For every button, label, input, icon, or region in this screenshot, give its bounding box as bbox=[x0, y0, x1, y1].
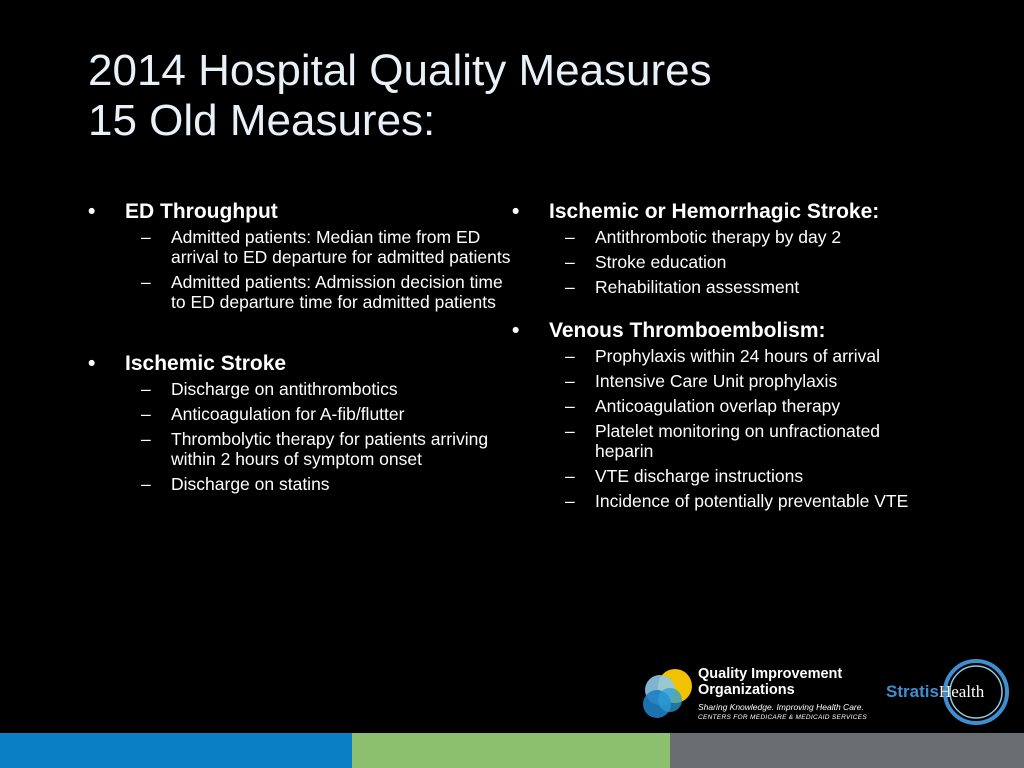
dash-icon: – bbox=[141, 474, 151, 494]
stratis-part1: Stratis bbox=[886, 682, 939, 701]
list-item-text: Thrombolytic therapy for patients arriving within 2 hours of symptom onset bbox=[171, 429, 489, 469]
dash-icon: – bbox=[565, 227, 575, 247]
slide-title-line1: 2014 Hospital Quality Measures bbox=[88, 46, 712, 95]
stratis-text bbox=[886, 682, 984, 702]
slide-title-line2: 15 Old Measures: bbox=[88, 96, 436, 145]
list-item bbox=[88, 379, 518, 399]
sub-item-list bbox=[512, 346, 942, 511]
list-item bbox=[88, 404, 518, 424]
bullet-icon: • bbox=[512, 319, 520, 342]
circle-teal bbox=[658, 688, 682, 712]
sub-item-list bbox=[88, 379, 518, 494]
section-heading bbox=[88, 200, 518, 223]
list-item-text: Stroke education bbox=[595, 252, 727, 272]
list-item-text: Discharge on antithrombotics bbox=[171, 379, 398, 399]
dash-icon: – bbox=[565, 277, 575, 297]
list-item-text: Prophylaxis within 24 hours of arrival bbox=[595, 346, 880, 366]
section-ischemic-stroke bbox=[88, 352, 518, 494]
list-item bbox=[512, 396, 942, 416]
list-item-text: Antithrombotic therapy by day 2 bbox=[595, 227, 842, 247]
qio-logo bbox=[638, 664, 868, 728]
list-item bbox=[512, 491, 942, 511]
bar-segment-blue bbox=[0, 733, 352, 768]
sub-item-list bbox=[512, 227, 942, 297]
bullet-icon: • bbox=[512, 200, 520, 223]
list-item-text: Incidence of potentially preventable VTE bbox=[595, 491, 909, 511]
dash-icon: – bbox=[141, 272, 151, 292]
qio-text bbox=[698, 666, 867, 722]
dash-icon: – bbox=[565, 252, 575, 272]
section-heading bbox=[512, 200, 942, 223]
section-heading-text: Venous Thromboembolism: bbox=[549, 319, 826, 342]
bullet-icon: • bbox=[88, 352, 96, 375]
bar-segment-gray bbox=[670, 733, 1024, 768]
dash-icon: – bbox=[565, 421, 575, 441]
list-item bbox=[88, 227, 518, 267]
list-item-text: Admitted patients: Admission decision time to ED departure time for admitted patients bbox=[171, 272, 503, 312]
slide-title bbox=[88, 46, 988, 146]
list-item bbox=[512, 371, 942, 391]
bullet-icon: • bbox=[88, 200, 96, 223]
bottom-color-bar bbox=[0, 733, 1024, 768]
list-item-text: Anticoagulation for A-fib/flutter bbox=[171, 404, 405, 424]
list-item-text: Anticoagulation overlap therapy bbox=[595, 396, 841, 416]
list-item bbox=[512, 346, 942, 366]
qio-sub: CENTERS FOR MEDICARE & MEDICAID SERVICES bbox=[698, 714, 867, 721]
dash-icon: – bbox=[565, 346, 575, 366]
qio-tagline: Sharing Knowledge. Improving Health Care. bbox=[698, 702, 864, 712]
stratis-health-logo bbox=[884, 658, 1012, 726]
list-item bbox=[512, 252, 942, 272]
list-item bbox=[512, 421, 942, 461]
dash-icon: – bbox=[141, 429, 151, 449]
list-item bbox=[512, 466, 942, 486]
section-heading bbox=[88, 352, 518, 375]
qio-line2: Organizations bbox=[698, 682, 795, 698]
list-item-text: Admitted patients: Median time from ED arrival to ED departure for admitted patients bbox=[171, 227, 511, 267]
section-ischemic-hemorrhagic-stroke bbox=[512, 200, 942, 297]
list-item-text: Discharge on statins bbox=[171, 474, 330, 494]
qio-circles-icon bbox=[638, 666, 698, 726]
bar-segment-green bbox=[352, 733, 670, 768]
qio-line1: Quality Improvement bbox=[698, 666, 843, 682]
list-item bbox=[88, 272, 518, 312]
dash-icon: – bbox=[141, 379, 151, 399]
section-heading bbox=[512, 319, 942, 342]
stratis-part2: Health bbox=[938, 682, 985, 701]
list-item bbox=[88, 474, 518, 494]
section-heading-text: Ischemic or Hemorrhagic Stroke: bbox=[549, 200, 880, 223]
section-heading-text: Ischemic Stroke bbox=[125, 352, 287, 375]
dash-icon: – bbox=[565, 466, 575, 486]
list-item bbox=[512, 227, 942, 247]
list-item bbox=[88, 429, 518, 469]
dash-icon: – bbox=[565, 371, 575, 391]
dash-icon: – bbox=[565, 396, 575, 416]
section-ed-throughput bbox=[88, 200, 518, 312]
list-item bbox=[512, 277, 942, 297]
list-item-text: Platelet monitoring on unfractionated heparin bbox=[595, 421, 881, 461]
sub-item-list bbox=[88, 227, 518, 312]
list-item-text: Intensive Care Unit prophylaxis bbox=[595, 371, 838, 391]
right-column bbox=[512, 200, 942, 537]
section-venous-thromboembolism bbox=[512, 319, 942, 511]
list-item-text: Rehabilitation assessment bbox=[595, 277, 800, 297]
dash-icon: – bbox=[141, 227, 151, 247]
dash-icon: – bbox=[565, 491, 575, 511]
list-item-text: VTE discharge instructions bbox=[595, 466, 804, 486]
dash-icon: – bbox=[141, 404, 151, 424]
section-heading-text: ED Throughput bbox=[125, 200, 278, 223]
left-column bbox=[88, 200, 518, 520]
